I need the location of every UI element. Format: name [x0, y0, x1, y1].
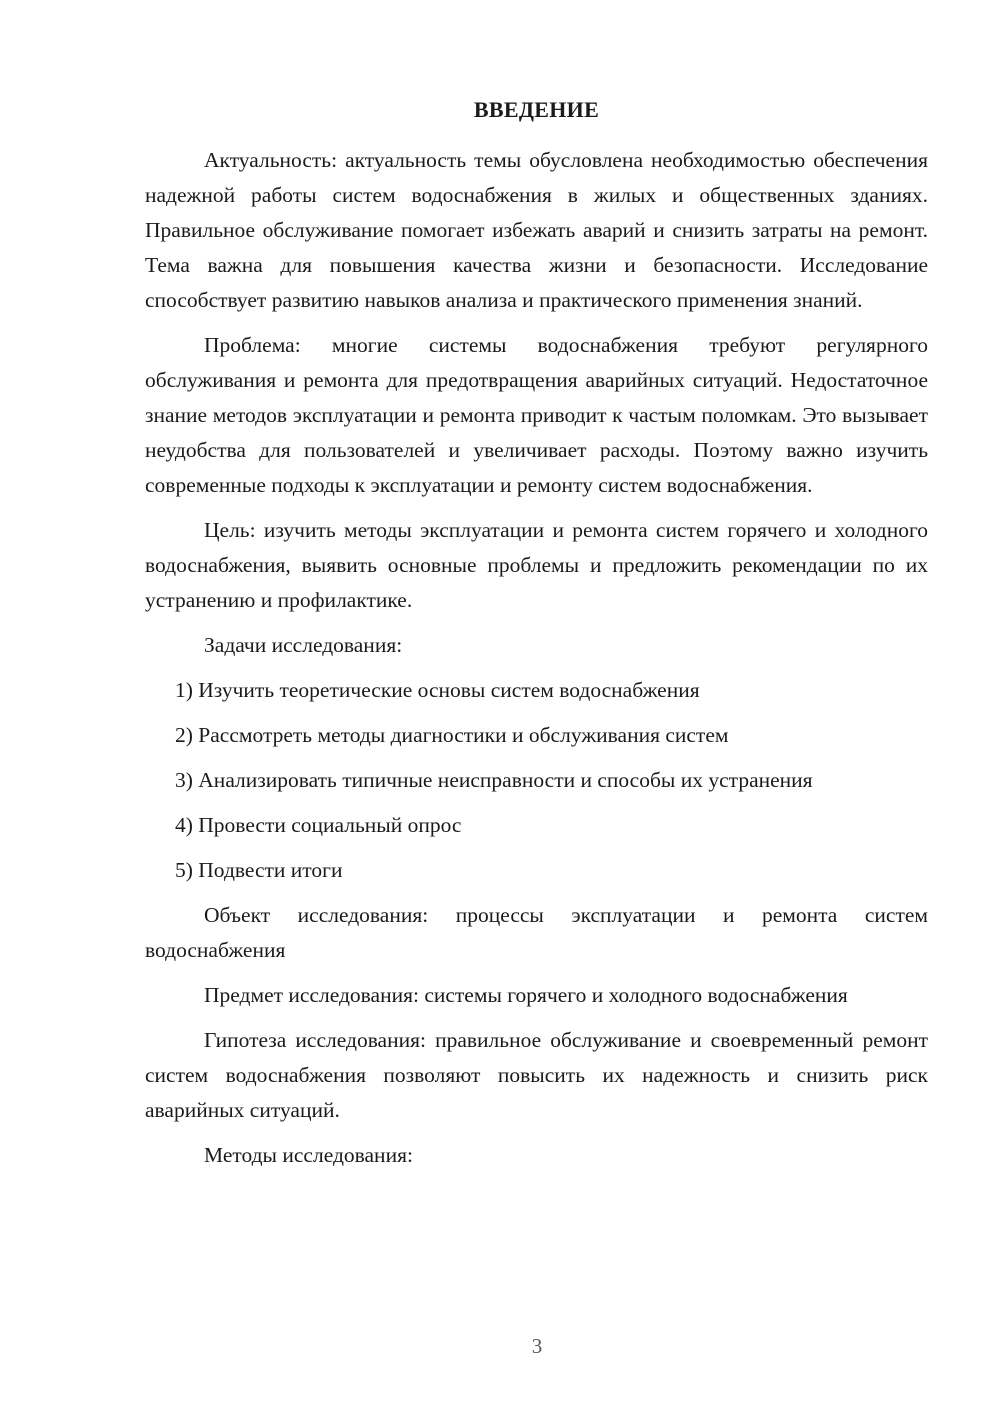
problem-paragraph: Проблема: многие системы водоснабжения требуют регулярного обслуживания и ремонта для предотвращения аварийных ситуаций. Недостаточное знание методов эксплуатации и ремонта приводит к частым поломкам. Это вызывает неудобства для пользователей и увеличивает расходы. Поэтому важно изучить современные подходы к эксплуатации и ремонту систем водоснабжения. — [145, 333, 928, 497]
list-item: 2) Рассмотреть методы диагностики и обслуживания систем — [175, 723, 729, 747]
methods-title: Методы исследования: — [204, 1143, 413, 1167]
subject-paragraph: Предмет исследования: системы горячего и холодного водоснабжения — [204, 983, 848, 1007]
tasks-list — [145, 673, 928, 888]
relevance-paragraph: Актуальность: актуальность темы обусловлена необходимостью обеспечения надежной работы систем водоснабжения в жилых и общественных зданиях. Правильное обслуживание помогает избежать аварий и снизить затраты на ремонт. Тема важна для повышения качества жизни и безопасности. Исследование способствует развитию навыков анализа и практического применения знаний. — [145, 148, 928, 312]
list-item: 1) Изучить теоретические основы систем водоснабжения — [175, 678, 700, 702]
hypothesis-paragraph: Гипотеза исследования: правильное обслуживание и своевременный ремонт систем водоснабжения позволяют повысить их надежность и снизить риск аварийных ситуаций. — [145, 1028, 928, 1122]
goal-paragraph: Цель: изучить методы эксплуатации и ремонта систем горячего и холодного водоснабжения, выявить основные проблемы и предложить рекомендации по их устранению и профилактике. — [145, 518, 928, 612]
document-body — [145, 143, 928, 1183]
list-item: 4) Провести социальный опрос — [175, 813, 462, 837]
list-item: 3) Анализировать типичные неисправности и способы их устранения — [175, 768, 813, 792]
page-number: 3 — [531, 1334, 543, 1358]
list-item: 5) Подвести итоги — [175, 858, 343, 882]
tasks-title: Задачи исследования: — [204, 633, 403, 657]
object-paragraph: Объект исследования: процессы эксплуатации и ремонта систем водоснабжения — [145, 903, 928, 962]
page-title: ВВЕДЕНИЕ — [473, 97, 600, 122]
